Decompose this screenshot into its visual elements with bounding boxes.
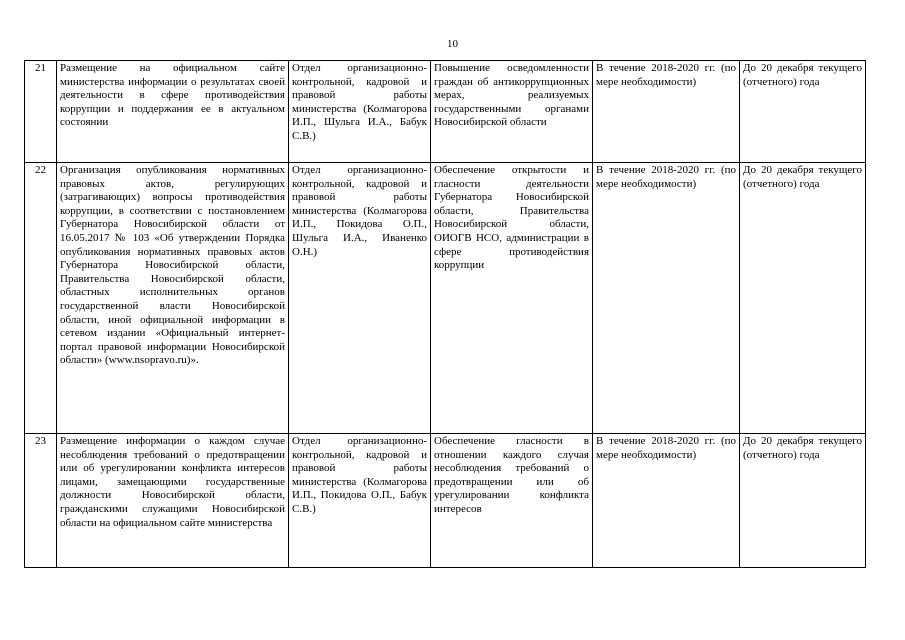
executor-cell: Отдел организационно-контрольной, кадровой и правовой работы министерства (Колмагорова И.П., Покидова О.П., Шульга И.А., Иваненко О.Н.)	[289, 163, 431, 434]
report-cell: До 20 декабря текущего (отчетного) года	[740, 434, 866, 568]
report-cell: До 20 декабря текущего (отчетного) года	[740, 61, 866, 163]
report-cell: До 20 декабря текущего (отчетного) года	[740, 163, 866, 434]
measure-cell: Размещение информации о каждом случае несоблюдения требований о предотвращении или об урегулировании конфликта интересов лицами, замещающими государственные должности Новосибирской области, гражданскими служащими Новосибирской области на официальном сайте министерства	[57, 434, 289, 568]
table-row	[25, 434, 866, 568]
result-cell: Обеспечение открытости и гласности деятельности Губернатора Новосибирской области, Правительства Новосибирской области, ОИОГВ НСО, администрации в сфере противодействия коррупции	[431, 163, 593, 434]
period-cell: В течение 2018-2020 гг. (по мере необходимости)	[593, 61, 740, 163]
measure-cell: Организация опубликования нормативных правовых актов, регулирующих (затрагивающих) вопросы противодействия коррупции, в соответствии с постановлением Губернатора Новосибирской области от 16.05.2017 № 103 «Об утверждении Порядка опубликования нормативных правовых актов Губернатора Новосибирской области, Правительства Новосибирской области, областных исполнительных органов государственной власти Новосибирской области, иной официальной информации в сетевом издании «Официальный интернет-портал правовой информации Новосибирской области» (www.nsopravo.ru)».	[57, 163, 289, 434]
measure-cell: Размещение на официальном сайте министерства информации о результатах своей деятельности в сфере противодействия коррупции и поддержания ее в актуальном состоянии	[57, 61, 289, 163]
row-number: 21	[25, 61, 57, 163]
period-cell: В течение 2018-2020 гг. (по мере необходимости)	[593, 163, 740, 434]
table-row	[25, 61, 866, 163]
row-number: 23	[25, 434, 57, 568]
period-cell: В течение 2018-2020 гг. (по мере необходимости)	[593, 434, 740, 568]
executor-cell: Отдел организационно-контрольной, кадровой и правовой работы министерства (Колмагорова И.П., Шульга И.А., Бабук С.В.)	[289, 61, 431, 163]
page-number: 10	[447, 38, 458, 50]
result-cell: Обеспечение гласности в отношении каждого случая несоблюдения требований о предотвращении или об урегулировании конфликта интересов	[431, 434, 593, 568]
executor-cell: Отдел организационно-контрольной, кадровой и правовой работы министерства (Колмагорова И.П., Покидова О.П., Бабук С.В.)	[289, 434, 431, 568]
measures-table	[24, 60, 866, 568]
table-row	[25, 163, 866, 434]
row-number: 22	[25, 163, 57, 434]
result-cell: Повышение осведомленности граждан об антикоррупционных мерах, реализуемых государственными органами Новосибирской области	[431, 61, 593, 163]
